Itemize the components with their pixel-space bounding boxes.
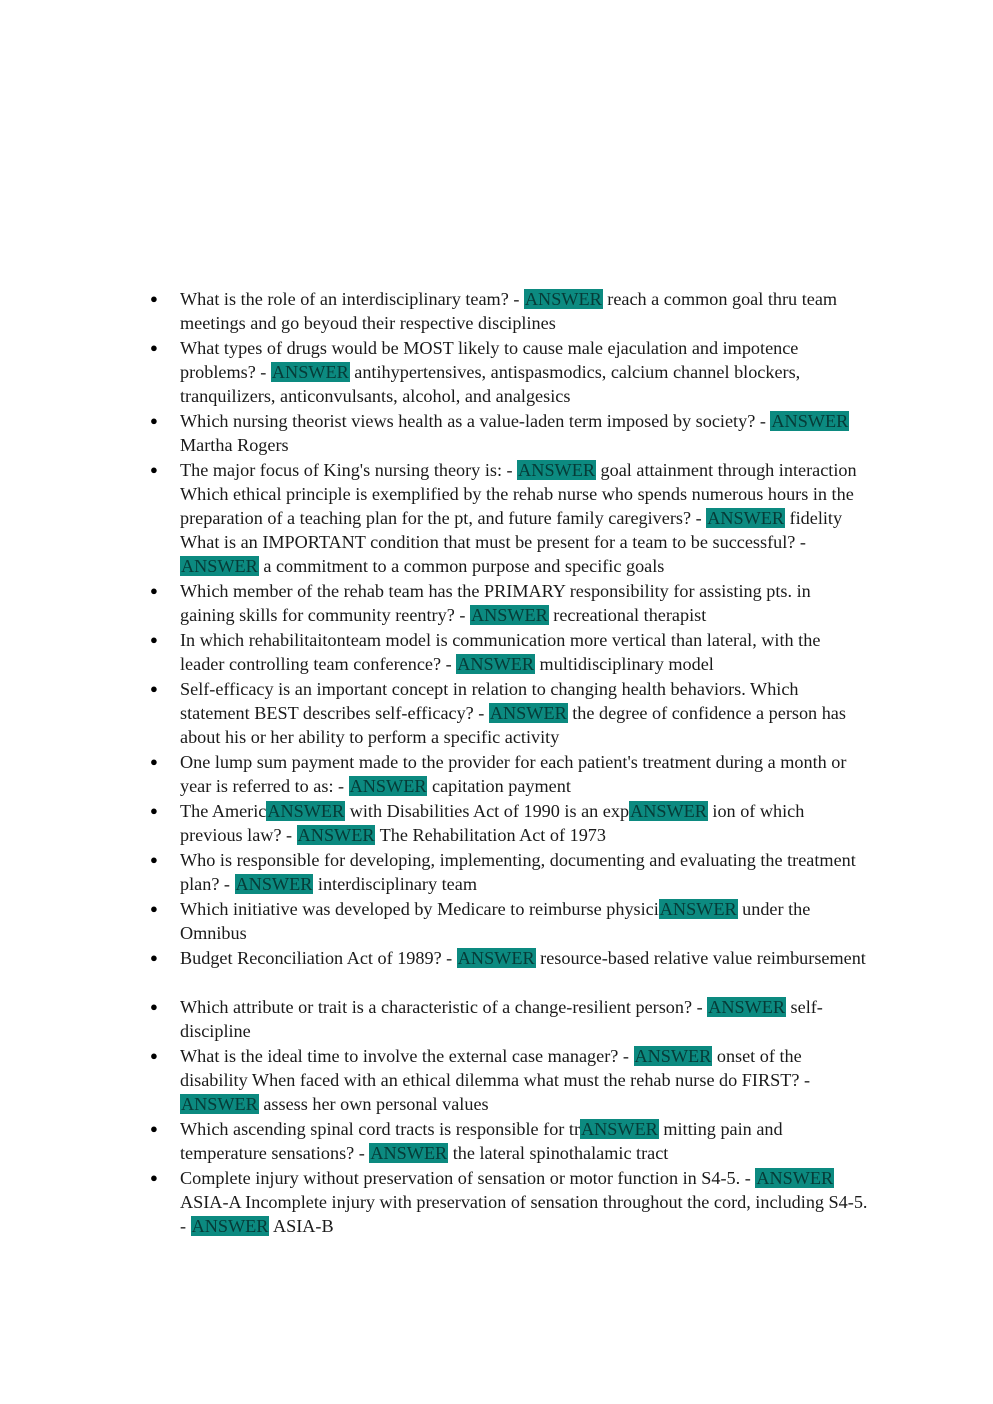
- answer-text: under the Omnibus: [180, 899, 811, 943]
- bullet-icon: ●: [150, 901, 158, 916]
- answer-highlight: ANSWER: [267, 801, 345, 821]
- question-text: Which nursing theorist views health as a value-laden term imposed by society? -: [180, 411, 771, 431]
- answer-highlight: ANSWER: [630, 801, 707, 821]
- answer-text: resource-based relative value reimbursement: [535, 948, 866, 968]
- qa-item: [148, 897, 868, 945]
- answer-highlight: ANSWER: [370, 1143, 448, 1163]
- answer-highlight: ANSWER: [457, 654, 534, 674]
- answer-text: Martha Rogers: [180, 435, 289, 455]
- answer-text: with Disabilities Act of 1990 is an exp: [345, 801, 630, 821]
- answer-text: a commitment to a common purpose and specific goals: [258, 556, 665, 576]
- bullet-icon: ●: [150, 583, 158, 598]
- question-text: In which rehabilitaitonteam model is communication more vertical than lateral, with the leader controlling team conference? -: [180, 630, 821, 674]
- qa-item: [148, 995, 868, 1043]
- question-text: Which ascending spinal cord tracts is responsible for tr: [180, 1119, 581, 1139]
- question-text: Complete injury without preservation of sensation or motor function in S4-5. -: [180, 1168, 756, 1188]
- bullet-icon: ●: [150, 950, 158, 965]
- qa-item: [148, 1117, 868, 1165]
- answer-highlight: ANSWER: [707, 508, 784, 528]
- question-text: Self-efficacy is an important concept in relation to changing health behaviors. Which statement BEST describes self-efficacy? -: [180, 679, 799, 723]
- bullet-icon: ●: [150, 1048, 158, 1063]
- qa-item: [148, 848, 868, 896]
- answer-highlight: ANSWER: [518, 460, 595, 480]
- qa-item: [148, 628, 868, 676]
- answer-text: multidisciplinary model: [535, 654, 714, 674]
- qa-item: [148, 579, 868, 627]
- bullet-icon: ●: [150, 852, 158, 867]
- bullet-icon: ●: [150, 1170, 158, 1185]
- answer-text: assess her own personal values: [258, 1094, 489, 1114]
- answer-highlight: ANSWER: [181, 556, 258, 576]
- bullet-icon: ●: [150, 1121, 158, 1136]
- bullet-icon: ●: [150, 413, 158, 428]
- bullet-icon: ●: [150, 340, 158, 355]
- answer-text: self-discipline: [180, 997, 823, 1041]
- answer-text: recreational therapist: [548, 605, 707, 625]
- question-text: The Americ: [180, 801, 267, 821]
- answer-text: ASIA-B: [269, 1216, 334, 1236]
- qa-item: [148, 946, 868, 970]
- answer-text: mitting pain and temperature sensations? -: [180, 1119, 783, 1163]
- answer-highlight: ANSWER: [489, 703, 567, 723]
- answer-highlight: ANSWER: [235, 874, 313, 894]
- question-text: Which initiative was developed by Medicare to reimburse physici: [180, 899, 659, 919]
- answer-text: interdisciplinary team: [313, 874, 477, 894]
- answer-text: capitation payment: [427, 776, 571, 796]
- qa-item: [148, 750, 868, 798]
- answer-highlight: ANSWER: [524, 289, 602, 309]
- answer-text: ASIA-A Incomplete injury with preservation of sensation throughout the cord, including S4-5. -: [180, 1192, 868, 1236]
- answer-highlight: ANSWER: [581, 1119, 658, 1139]
- answer-highlight: ANSWER: [457, 948, 535, 968]
- question-text: Who is responsible for developing, implementing, documenting and evaluating the treatment plan? -: [180, 850, 856, 894]
- answer-text: goal attainment through interaction Which ethical principle is exemplified by the rehab nurse who spends numerous hours in the preparation of a teaching plan for the pt, and future family caregivers? -: [180, 460, 857, 528]
- question-text: What types of drugs would be MOST likely to cause male ejaculation and impotence problems? -: [180, 338, 799, 382]
- bullet-icon: ●: [150, 999, 158, 1014]
- question-text: Which attribute or trait is a characteristic of a change-resilient person? -: [180, 997, 708, 1017]
- bullet-icon: ●: [150, 462, 158, 477]
- answer-highlight: ANSWER: [708, 997, 785, 1017]
- answer-highlight: ANSWER: [756, 1168, 834, 1188]
- bullet-icon: ●: [150, 291, 158, 306]
- question-text: Budget Reconciliation Act of 1989? -: [180, 948, 457, 968]
- answer-text: the degree of confidence a person has about his or her ability to perform a specific activity: [180, 703, 846, 747]
- answer-text: the lateral spinothalamic tract: [448, 1143, 669, 1163]
- question-text: What is the role of an interdisciplinary team? -: [180, 289, 524, 309]
- answer-text: reach a common goal thru team meetings and go beyoud their respective disciplines: [180, 289, 838, 333]
- qa-item: [148, 1166, 868, 1238]
- answer-highlight: ANSWER: [349, 776, 427, 796]
- question-text: What is the ideal time to involve the external case manager? -: [180, 1046, 634, 1066]
- qa-item: [148, 409, 868, 457]
- answer-highlight: ANSWER: [634, 1046, 712, 1066]
- answer-highlight: ANSWER: [297, 825, 375, 845]
- question-text: The major focus of King's nursing theory is: -: [180, 460, 518, 480]
- answer-text: onset of the disability When faced with an ethical dilemma what must the rehab nurse do FIRST? -: [180, 1046, 810, 1090]
- bullet-icon: ●: [150, 803, 158, 818]
- qa-item: [148, 799, 868, 847]
- qa-item: [148, 1044, 868, 1116]
- answer-highlight: ANSWER: [191, 1216, 269, 1236]
- question-text: Which member of the rehab team has the PRIMARY responsibility for assisting pts. in gaining skills for community reentry? -: [180, 581, 811, 625]
- answer-text: antihypertensives, antispasmodics, calcium channel blockers, tranquilizers, anticonvulsants, alcohol, and analgesics: [180, 362, 801, 406]
- qa-item: [148, 336, 868, 408]
- answer-highlight: ANSWER: [271, 362, 349, 382]
- qa-item: [148, 677, 868, 749]
- answer-highlight: ANSWER: [470, 605, 548, 625]
- question-text: One lump sum payment made to the provider for each patient's treatment during a month or year is referred to as: -: [180, 752, 847, 796]
- answer-highlight: ANSWER: [771, 411, 849, 431]
- answer-highlight: ANSWER: [181, 1094, 258, 1114]
- answer-text: The Rehabilitation Act of 1973: [375, 825, 606, 845]
- bullet-icon: ●: [150, 632, 158, 647]
- qa-item: [148, 287, 868, 335]
- answer-text: fidelity What is an IMPORTANT condition that must be present for a team to be successful? -: [180, 508, 843, 552]
- qa-list: [148, 287, 868, 1239]
- answer-text: ion of which previous law? -: [180, 801, 805, 845]
- bullet-icon: ●: [150, 754, 158, 769]
- answer-highlight: ANSWER: [659, 899, 737, 919]
- bullet-icon: ●: [150, 681, 158, 696]
- qa-item: [148, 458, 868, 578]
